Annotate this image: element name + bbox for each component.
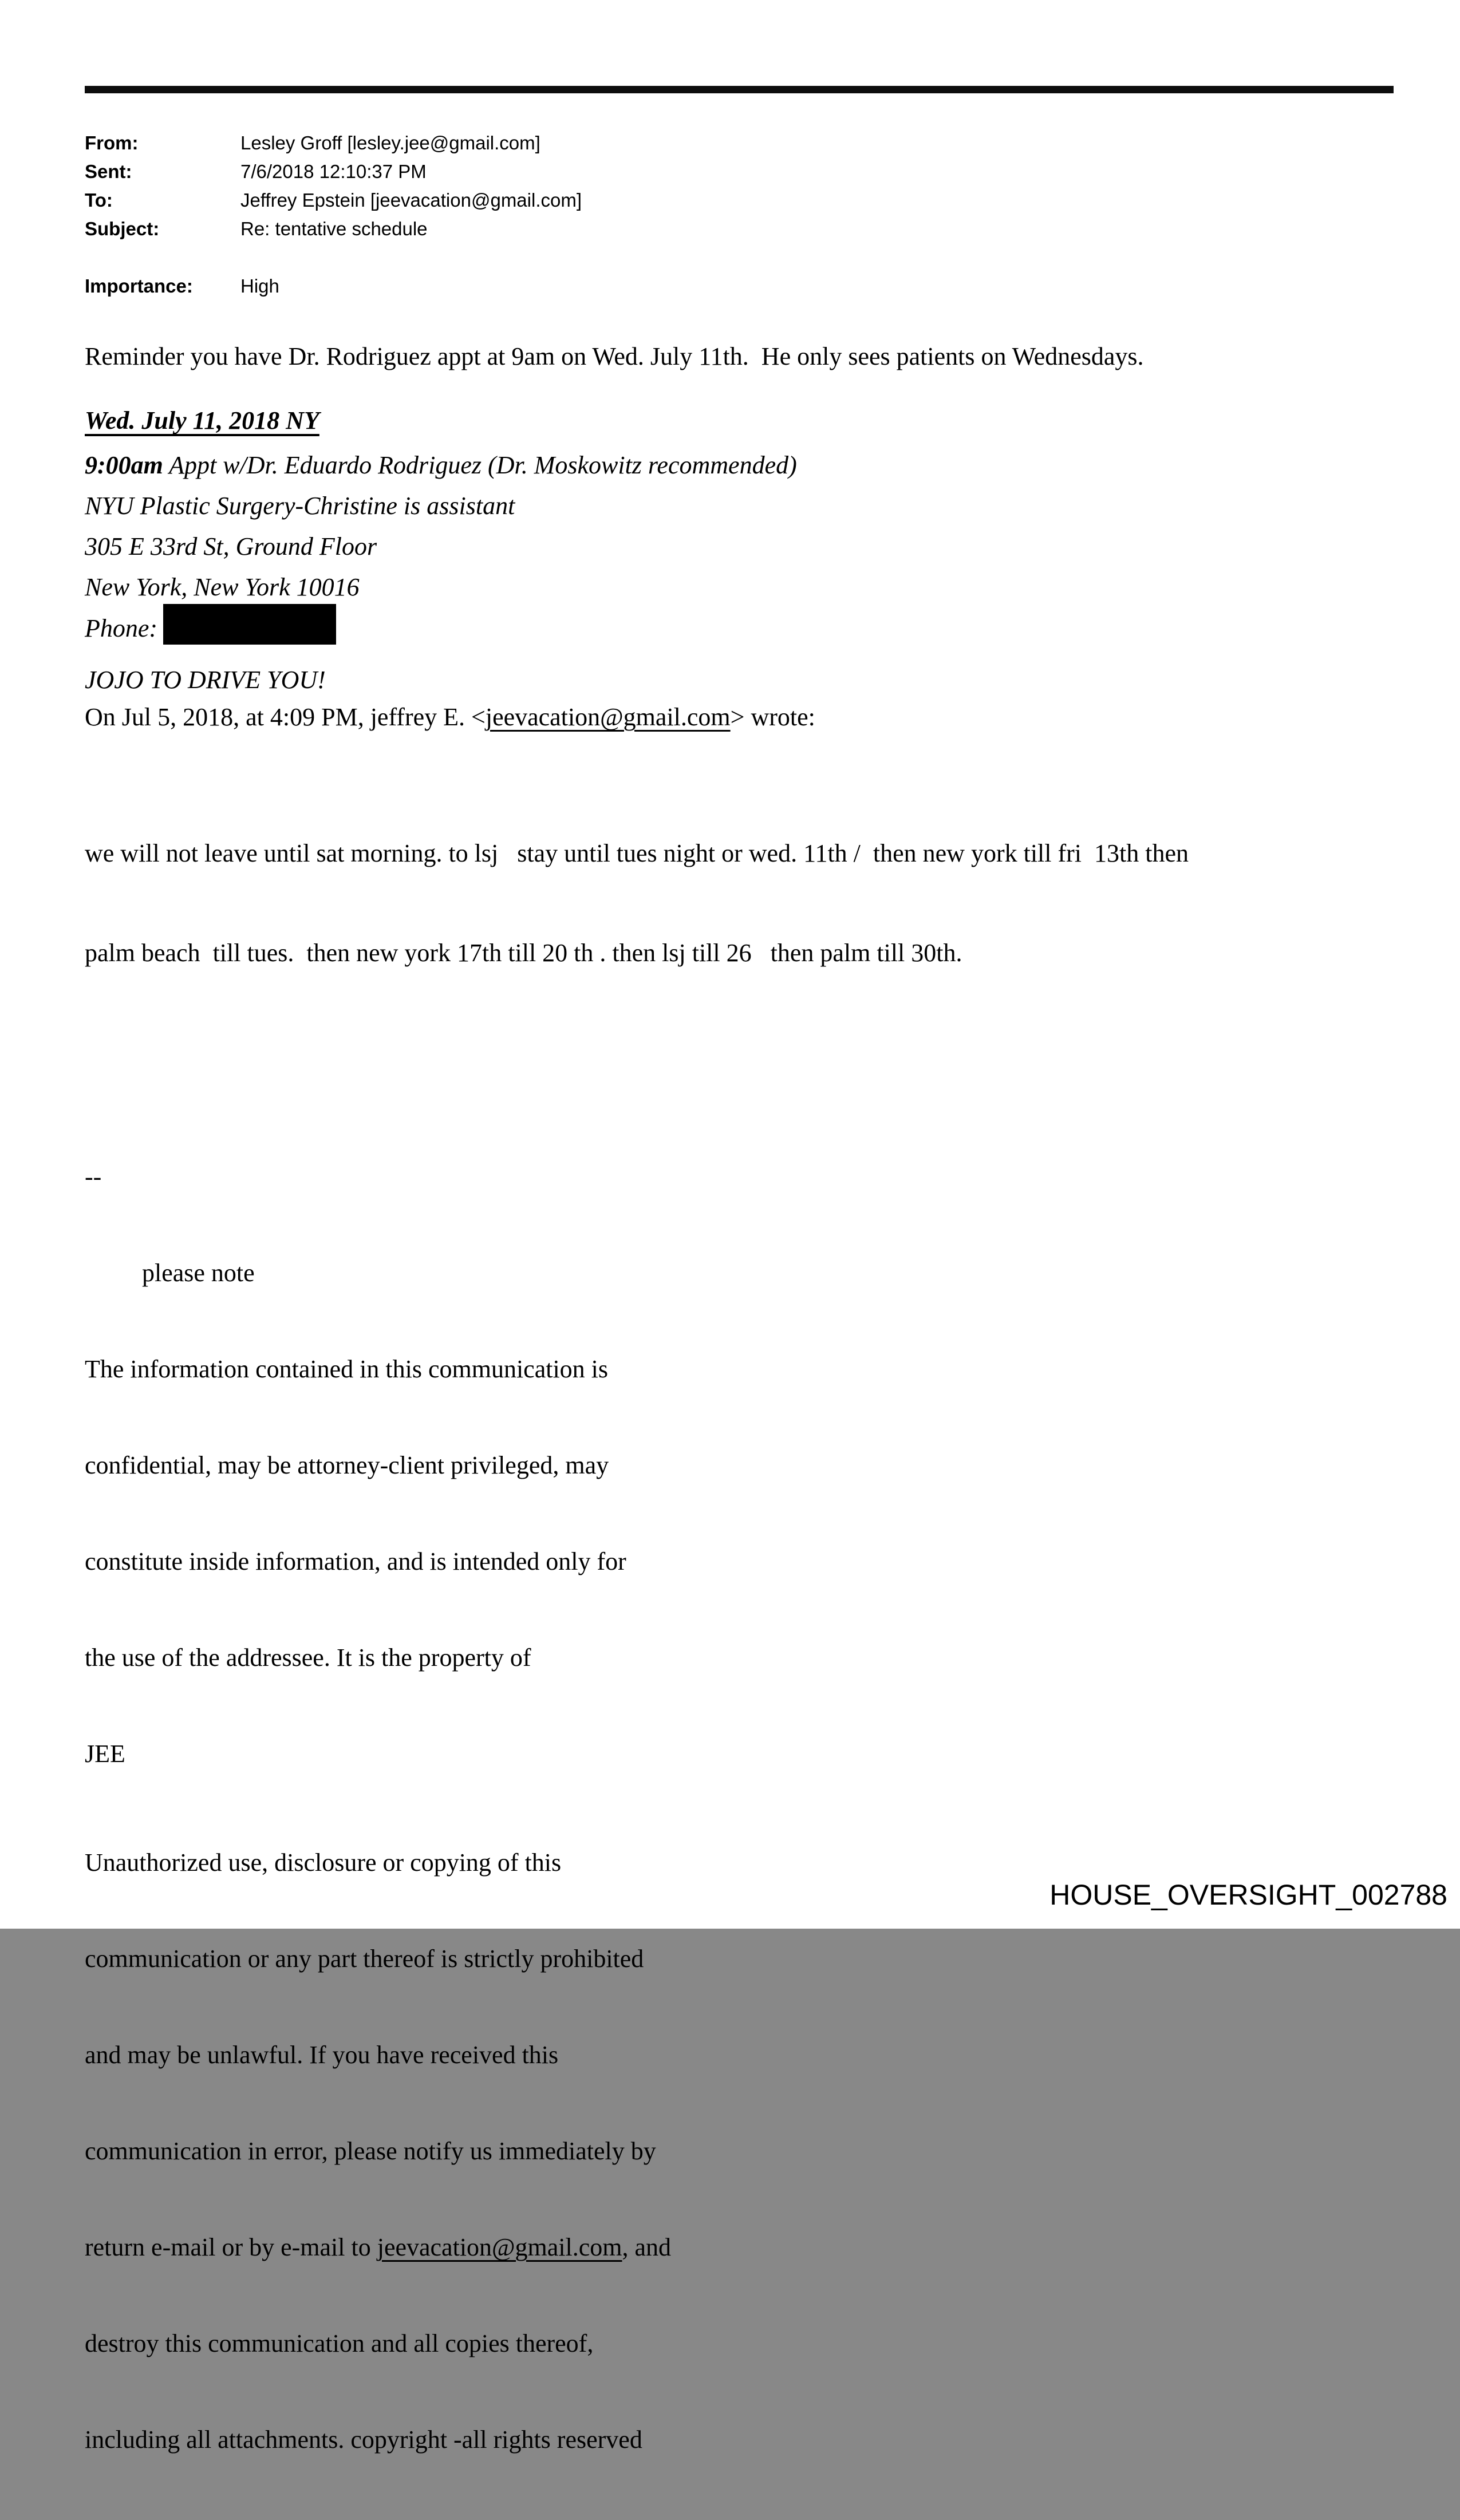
please-note-label: please note <box>142 1259 255 1287</box>
importance-label: Importance: <box>85 275 193 297</box>
appointment-detail: Appt w/Dr. Eduardo Rodriguez (Dr. Moskowitz recommended) <box>163 451 797 479</box>
importance-value: High <box>240 275 279 297</box>
quoted-message-body <box>85 771 1402 1036</box>
sent-label: Sent: <box>85 161 132 182</box>
subject-label: Subject: <box>85 218 160 239</box>
phone-line <box>85 604 1402 645</box>
meta-row-subject <box>85 215 1402 243</box>
appointment-line <box>85 449 1402 481</box>
reminder-text: Reminder you have Dr. Rodriguez appt at 9am on Wed. July 11th. He only sees patients on Wednesdays. <box>85 342 1144 370</box>
schedule-date-heading-text: Wed. July 11, 2018 NY <box>85 406 319 435</box>
to-label: To: <box>85 189 113 211</box>
from-value: Lesley Groff [lesley.jee@gmail.com] <box>240 132 540 153</box>
message-line-2: palm beach till tues. then new york 17th till 20 th . then lsj till 26 then palm till 30th. <box>85 939 962 967</box>
redaction-black-box <box>163 604 336 645</box>
signature-disclaimer-block <box>85 1097 1402 2520</box>
message-line-1: we will not leave until sat morning. to lsj stay until tues night or wed. 11th / then new york till fri 13th then <box>85 839 1189 867</box>
schedule-date-heading <box>85 405 1402 436</box>
email-meta-header <box>85 129 1402 301</box>
disclaimer-line: The information contained in this communication is <box>85 1355 609 1383</box>
disclaimer-email-suffix: , and <box>622 2233 672 2261</box>
disclaimer-line: constitute inside information, and is intended only for <box>85 1547 626 1575</box>
meta-row-importance <box>85 272 1402 301</box>
disclaimer-email-prefix: return e-mail or by e-mail to <box>85 2233 377 2261</box>
meta-row-sent <box>85 157 1402 186</box>
location-line-2: 305 E 33rd St, Ground Floor <box>85 532 377 560</box>
quote-attribution-line <box>85 701 1402 733</box>
disclaimer-line: Unauthorized use, disclosure or copying of this <box>85 1848 562 1877</box>
disclaimer-email-line <box>85 2231 1402 2264</box>
signature-divider: -- <box>85 1163 102 1191</box>
location-line-1: NYU Plastic Surgery-Christine is assistant <box>85 492 515 520</box>
driver-note: JOJO TO DRIVE YOU! <box>85 666 326 694</box>
bates-number: HOUSE_OVERSIGHT_002788 <box>1049 1879 1447 1911</box>
to-value: Jeffrey Epstein [jeevacation@gmail.com] <box>240 189 582 211</box>
quote-attribution-suffix: > wrote: <box>730 703 815 731</box>
from-label: From: <box>85 132 139 153</box>
disclaimer-line: confidential, may be attorney-client privileged, may <box>85 1451 609 1479</box>
disclaimer-line: communication or any part thereof is strictly prohibited <box>85 1945 644 1973</box>
phone-label: Phone: <box>85 614 158 642</box>
disclaimer-line: the use of the addressee. It is the property of <box>85 1644 531 1672</box>
disclaimer-line: including all attachments. copyright -all rights reserved <box>85 2426 642 2454</box>
disclaimer-email-link[interactable]: jeevacation@gmail.com <box>377 2233 622 2261</box>
location-line-3: New York, New York 10016 <box>85 573 360 601</box>
header-divider-rule <box>85 86 1394 93</box>
quote-attribution-prefix: On Jul 5, 2018, at 4:09 PM, jeffrey E. < <box>85 703 486 731</box>
disclaimer-line: JEE <box>85 1740 125 1768</box>
meta-row-from <box>85 129 1402 157</box>
quoted-email-link[interactable]: jeevacation@gmail.com <box>485 703 731 731</box>
disclaimer-line: and may be unlawful. If you have received this <box>85 2041 559 2069</box>
sent-value: 7/6/2018 12:10:37 PM <box>240 161 427 182</box>
meta-row-to <box>85 186 1402 215</box>
disclaimer-line: communication in error, please notify us immediately by <box>85 2137 656 2165</box>
schedule-block <box>85 405 1402 696</box>
subject-value: Re: tentative schedule <box>240 218 428 239</box>
appointment-time: 9:00am <box>85 451 163 479</box>
disclaimer-line: destroy this communication and all copies thereof, <box>85 2329 594 2357</box>
